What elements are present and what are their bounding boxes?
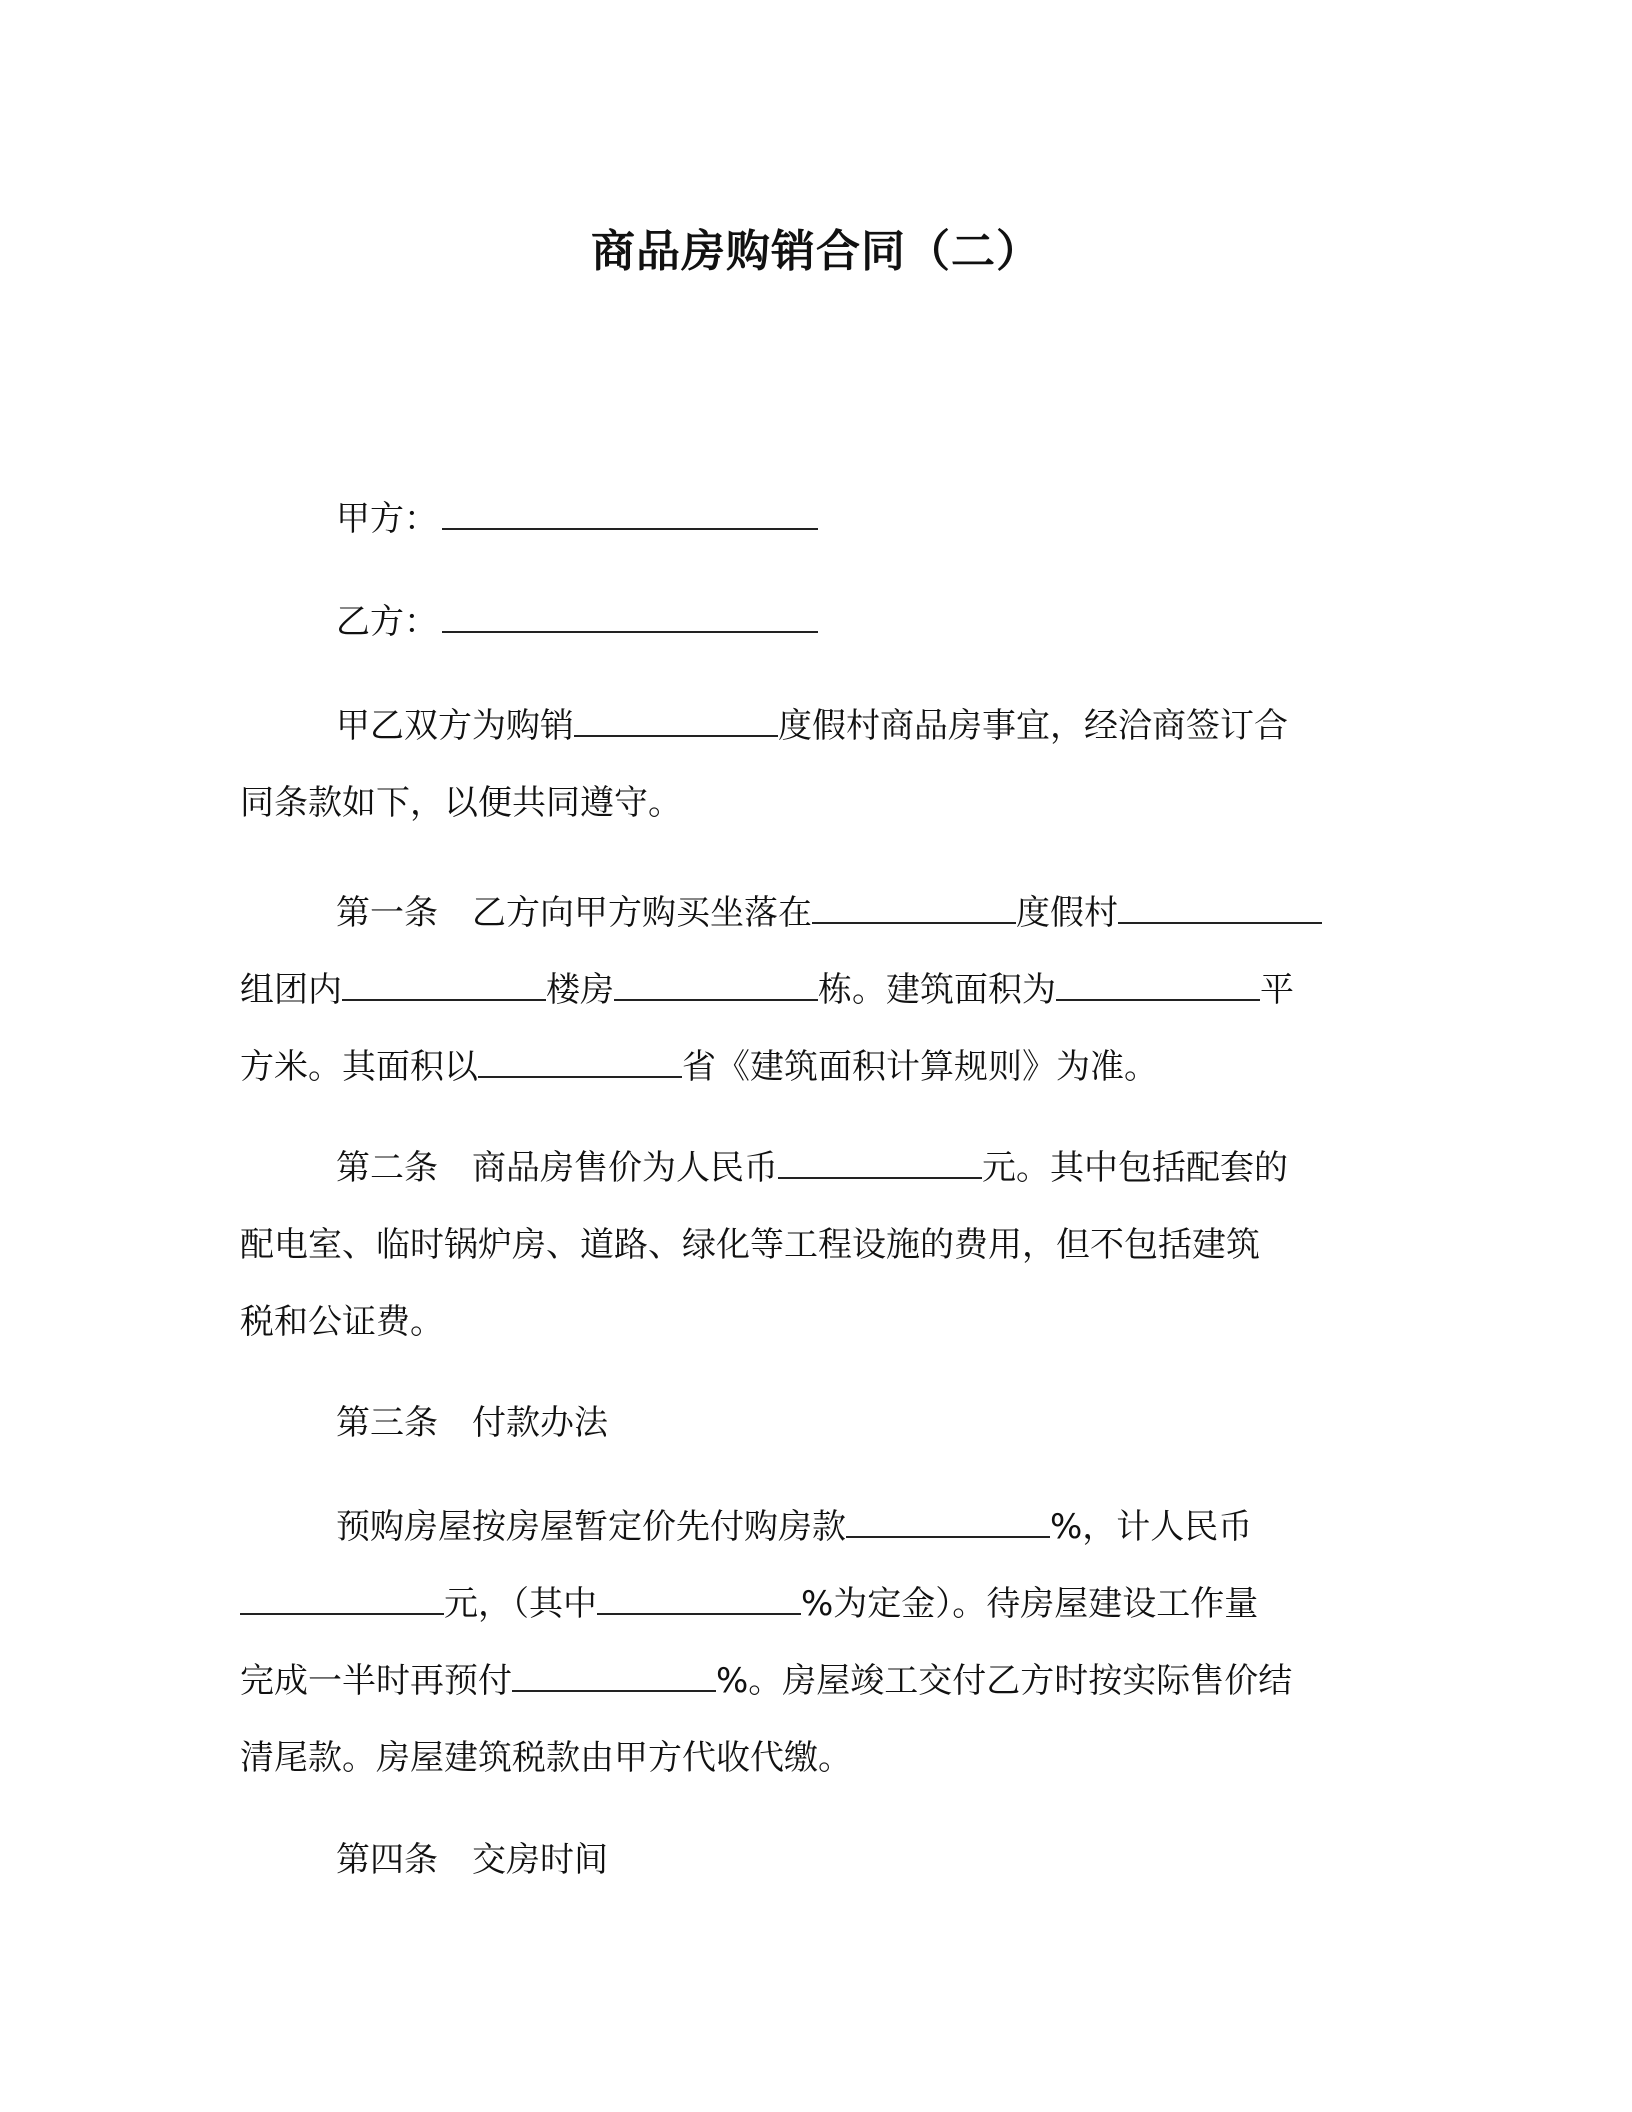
article-text: 配电室、临时锅炉房、道路、绿化等工程设施的费用，但不包括建筑 (240, 1225, 1260, 1265)
party-b-label: 乙方： (336, 602, 438, 642)
party-a-line (240, 481, 1400, 558)
article-text: 组团内 (240, 970, 342, 1010)
article-4 (240, 1822, 1400, 1899)
article-heading: 第二条 (336, 1148, 438, 1188)
payment-text: %为定金）。待房屋建设工作量 (801, 1584, 1259, 1624)
article-text: 方米。其面积以 (240, 1047, 478, 1087)
article-text: 商品房售价为人民币 (472, 1148, 778, 1188)
area-blank (1056, 971, 1260, 1001)
prepay-amount-blank (240, 1585, 444, 1615)
article-2 (240, 1130, 1400, 1361)
article-heading: 第三条 (336, 1403, 438, 1443)
article-subject: 付款办法 (472, 1403, 608, 1443)
location-blank (812, 894, 1016, 924)
article-heading: 第一条 (336, 893, 438, 933)
group-blank (342, 971, 546, 1001)
document-title: 商品房购销合同（二） (591, 226, 1041, 277)
party-a-blank (442, 500, 818, 530)
intro-text: 同条款如下，以便共同遵守。 (240, 783, 682, 823)
deposit-percent-blank (597, 1585, 801, 1615)
article-text: 栋。建筑面积为 (818, 970, 1056, 1010)
article-text: 楼房 (546, 970, 614, 1010)
article-text: 省《建筑面积计算规则》为准。 (682, 1047, 1158, 1087)
payment-text: %。房屋竣工交付乙方时按实际售价结 (716, 1661, 1293, 1701)
intro-paragraph (240, 688, 1400, 842)
intro-text: 度假村商品房事宜，经洽商签订合 (778, 706, 1288, 746)
province-blank (478, 1048, 682, 1078)
payment-text: 元，（其中 (444, 1584, 597, 1624)
article-text: 元。其中包括配套的 (982, 1148, 1288, 1188)
payment-text: 预购房屋按房屋暂定价先付购房款 (336, 1507, 846, 1547)
article-text: 度假村 (1016, 893, 1118, 933)
payment-text: %，计人民币 (1050, 1507, 1253, 1547)
second-prepay-blank (512, 1662, 716, 1692)
building-blank (614, 971, 818, 1001)
article-heading: 第四条 (336, 1840, 438, 1880)
article-text: 乙方向甲方购买坐落在 (472, 893, 812, 933)
payment-paragraph (240, 1489, 1400, 1797)
article-1 (240, 875, 1400, 1106)
party-b-blank (442, 603, 818, 633)
resort-name-blank (574, 707, 778, 737)
party-b-line (240, 584, 1400, 661)
article-3 (240, 1385, 1400, 1462)
payment-text: 完成一半时再预付 (240, 1661, 512, 1701)
price-blank (778, 1149, 982, 1179)
party-a-label: 甲方： (336, 499, 438, 539)
article-text: 税和公证费。 (240, 1302, 444, 1342)
intro-text: 甲乙双方为购销 (336, 706, 574, 746)
resort-blank (1118, 894, 1322, 924)
article-subject: 交房时间 (472, 1840, 608, 1880)
article-text: 平 (1260, 970, 1294, 1010)
payment-text: 清尾款。房屋建筑税款由甲方代收代缴。 (240, 1738, 852, 1778)
prepay-percent-blank (846, 1508, 1050, 1538)
